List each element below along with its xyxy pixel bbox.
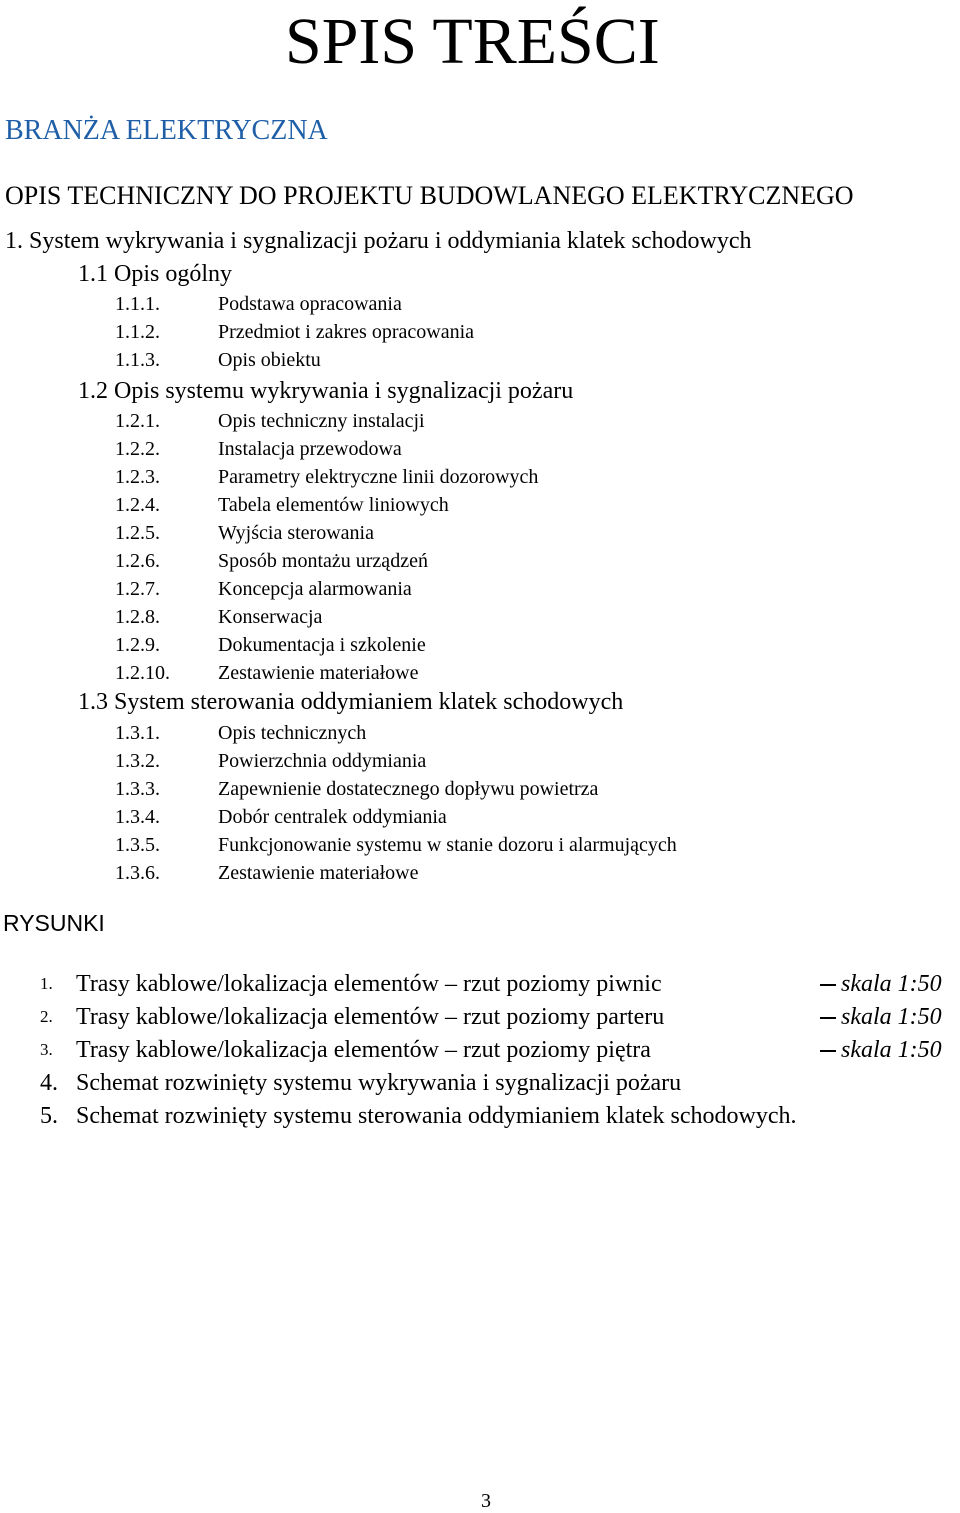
toc-item-number: 1.1.1. xyxy=(115,293,160,315)
toc-item-title: Przedmiot i zakres opracowania xyxy=(218,321,475,343)
toc-item-number: 1.3.3. xyxy=(115,778,160,800)
toc-item-title: Konserwacja xyxy=(218,606,323,628)
toc-item-title: Funkcjonowanie systemu w stanie dozoru i alarmujących xyxy=(218,834,677,856)
drawing-title: Trasy kablowe/lokalizacja elementów – rzut poziomy parteru xyxy=(76,1004,665,1030)
drawing-item[interactable] xyxy=(0,968,960,1000)
toc-item-title: Wyjścia sterowania xyxy=(218,522,374,544)
toc-item-title: Instalacja przewodowa xyxy=(218,438,402,460)
drawing-title: Schemat rozwinięty systemu wykrywania i sygnalizacji pożaru xyxy=(76,1070,682,1096)
scale-dash xyxy=(820,984,836,986)
toc-item-number: 1.2.9. xyxy=(115,634,160,656)
toc-item-title: Podstawa opracowania xyxy=(218,293,402,315)
drawing-scale: skala 1:50 xyxy=(841,971,942,997)
drawing-title: Trasy kablowe/lokalizacja elementów – rzut poziomy piwnic xyxy=(76,971,662,997)
toc-item-number: 1.2.6. xyxy=(115,550,160,572)
toc-item-title: Opis techniczny instalacji xyxy=(218,410,425,432)
toc-item-number: 1.2.3. xyxy=(115,466,160,488)
drawing-item[interactable] xyxy=(0,1034,960,1066)
drawing-number: 3. xyxy=(40,1040,53,1059)
page-title: SPIS TREŚCI xyxy=(285,5,660,78)
toc-item-title: Dokumentacja i szkolenie xyxy=(218,634,426,656)
toc-item-number: 1.1.3. xyxy=(115,349,160,371)
toc-item-title: Opis technicznych xyxy=(218,722,367,744)
toc-section-1[interactable]: 1. System wykrywania i sygnalizacji pożaru i oddymiania klatek schodowych xyxy=(5,228,752,254)
toc-item-title: Powierzchnia oddymiania xyxy=(218,750,427,772)
toc-item-title: Dobór centralek oddymiania xyxy=(218,806,447,828)
drawing-item[interactable] xyxy=(0,1067,960,1099)
toc-item-number: 1.2.1. xyxy=(115,410,160,432)
drawing-number: 1. xyxy=(40,974,53,993)
toc-item-number: 1.1.2. xyxy=(115,321,160,343)
drawing-number: 5. xyxy=(40,1103,58,1129)
drawing-number: 2. xyxy=(40,1007,53,1026)
toc-item-number: 1.2.5. xyxy=(115,522,160,544)
toc-item-title: Tabela elementów liniowych xyxy=(218,494,449,516)
toc-item-title: Opis obiektu xyxy=(218,349,321,371)
scale-dash xyxy=(820,1017,836,1019)
toc-item-number: 1.3.2. xyxy=(115,750,160,772)
drawings-heading: RYSUNKI xyxy=(3,910,105,936)
toc-section-1-1[interactable]: 1.1 Opis ogólny xyxy=(78,261,233,287)
toc-item-number: 1.2.2. xyxy=(115,438,160,460)
drawing-item[interactable] xyxy=(0,1001,960,1033)
drawing-title: Schemat rozwinięty systemu sterowania oddymianiem klatek schodowych. xyxy=(76,1103,797,1129)
toc-item-title: Zestawienie materiałowe xyxy=(218,862,419,884)
drawing-item[interactable] xyxy=(0,1100,960,1132)
drawing-title: Trasy kablowe/lokalizacja elementów – rzut poziomy piętra xyxy=(76,1037,651,1063)
toc-item-number: 1.2.7. xyxy=(115,578,160,600)
toc-section-1-2[interactable]: 1.2 Opis systemu wykrywania i sygnalizacji pożaru xyxy=(78,378,574,404)
scale-dash xyxy=(820,1050,836,1052)
toc-item-number: 1.2.4. xyxy=(115,494,160,516)
page-number: 3 xyxy=(481,1490,491,1512)
toc-item-number: 1.3.4. xyxy=(115,806,160,828)
toc-item-title: Koncepcja alarmowania xyxy=(218,578,412,600)
toc-item-title: Parametry elektryczne linii dozorowych xyxy=(218,466,539,488)
document-heading: OPIS TECHNICZNY DO PROJEKTU BUDOWLANEGO ELEKTRYCZNEGO xyxy=(5,181,854,210)
toc-item-number: 1.3.1. xyxy=(115,722,160,744)
toc-item-title: Sposób montażu urządzeń xyxy=(218,550,428,572)
toc-item-number: 1.3.6. xyxy=(115,862,160,884)
toc-item-number: 1.3.5. xyxy=(115,834,160,856)
drawing-number: 4. xyxy=(40,1070,58,1096)
toc-item-number: 1.2.8. xyxy=(115,606,160,628)
toc-item-number: 1.2.10. xyxy=(115,662,170,684)
branch-heading: BRANŻA ELEKTRYCZNA xyxy=(5,115,328,146)
toc-item-title: Zapewnienie dostatecznego dopływu powietrza xyxy=(218,778,599,800)
toc-item-title: Zestawienie materiałowe xyxy=(218,662,419,684)
drawing-scale: skala 1:50 xyxy=(841,1004,942,1030)
toc-section-1-3[interactable]: 1.3 System sterowania oddymianiem klatek schodowych xyxy=(78,689,624,715)
drawing-scale: skala 1:50 xyxy=(841,1037,942,1063)
